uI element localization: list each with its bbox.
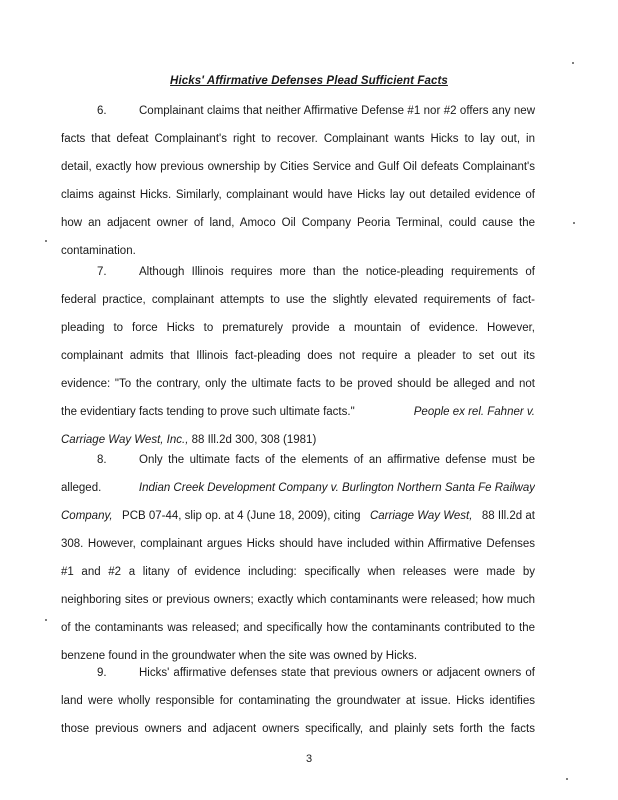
paragraph-line: detail, exactly how previous ownership by Cities Service and Gulf Oil defeats Complainant's [61, 161, 535, 173]
paragraph-line: land were wholly responsible for contaminating the groundwater at issue. Hicks identifies [61, 695, 535, 707]
paragraph-number: 9. [97, 667, 107, 679]
paragraph-line: 8. Only the ultimate facts of the elements of an affirmative defense must be [61, 446, 535, 474]
section-heading: Hicks' Affirmative Defenses Plead Sufficient Facts [170, 75, 448, 87]
paragraph-line: federal practice, complainant attempts to use the slightly elevated requirements of fact- [61, 294, 535, 306]
paragraph-line: Company, PCB 07-44, slip op. at 4 (June 18, 2009), citing Carriage Way West, 88 Ill.2d at [61, 510, 535, 522]
citation-italic: People ex rel. Fahner v. [413, 406, 535, 418]
paragraph-line: the evidentiary facts tending to prove such ultimate facts." People ex rel. Fahner v. [61, 398, 535, 426]
paragraph-line: how an adjacent owner of land, Amoco Oil Company Peoria Terminal, could cause the [61, 217, 535, 229]
paragraph-line: contamination. [61, 245, 136, 257]
scan-speck [45, 240, 47, 242]
paragraph-line: claims against Hicks. Similarly, complainant would have Hicks lay out detailed evidence of [61, 189, 535, 201]
paragraph-8 [61, 446, 535, 670]
scan-speck [573, 222, 575, 224]
case-citation: Indian Creek Development Company v. Burlington Northern Santa Fe Railway [138, 482, 535, 494]
paragraph-line: those previous owners and adjacent owners specifically, and plainly sets forth the facts [61, 723, 535, 735]
paragraph-6 [61, 97, 535, 265]
paragraph-line: neighboring sites or previous owners; exactly which contaminants were released; how much [61, 594, 535, 606]
paragraph-line: pleading to force Hicks to prematurely provide a mountain of evidence. However, [61, 322, 535, 334]
paragraph-number: 7. [97, 266, 107, 278]
paragraph-number: 8. [97, 454, 107, 466]
paragraph-line: alleged. Indian Creek Development Company v. Burlington Northern Santa Fe Railway [61, 474, 535, 502]
paragraph-line: evidence: "To the contrary, only the ultimate facts to be proved should be alleged and not [61, 378, 535, 390]
paragraph-9 [61, 659, 535, 743]
scan-speck [566, 778, 568, 780]
paragraph-line: facts that defeat Complainant's right to recover. Complainant wants Hicks to lay out, in [61, 133, 535, 145]
paragraph-line: 308. However, complainant argues Hicks should have included within Affirmative Defenses [61, 538, 535, 550]
paragraph-line: benzene found in the groundwater when the site was owned by Hicks. [61, 650, 418, 662]
paragraph-line: 7. Although Illinois requires more than the notice-pleading requirements of [61, 258, 535, 286]
paragraph-number: 6. [97, 105, 107, 117]
paragraph-line: of the contaminants was released; and specifically how the contaminants contributed to the [61, 622, 535, 634]
page-number: 3 [305, 753, 313, 765]
scan-speck [572, 62, 574, 64]
paragraph-7 [61, 258, 535, 454]
scan-speck [45, 619, 47, 621]
paragraph-line: 9. Hicks' affirmative defenses state that previous owners or adjacent owners of [61, 659, 535, 687]
paragraph-line: Carriage Way West, Inc., 88 Ill.2d 300, 308 (1981) [61, 434, 317, 446]
paragraph-line: complainant admits that Illinois fact-pleading does not require a pleader to set out its [61, 350, 535, 362]
paragraph-line: #1 and #2 a litany of evidence including: specifically when releases were made by [61, 566, 535, 578]
paragraph-line: 6. Complainant claims that neither Affirmative Defense #1 nor #2 offers any new [61, 97, 535, 125]
